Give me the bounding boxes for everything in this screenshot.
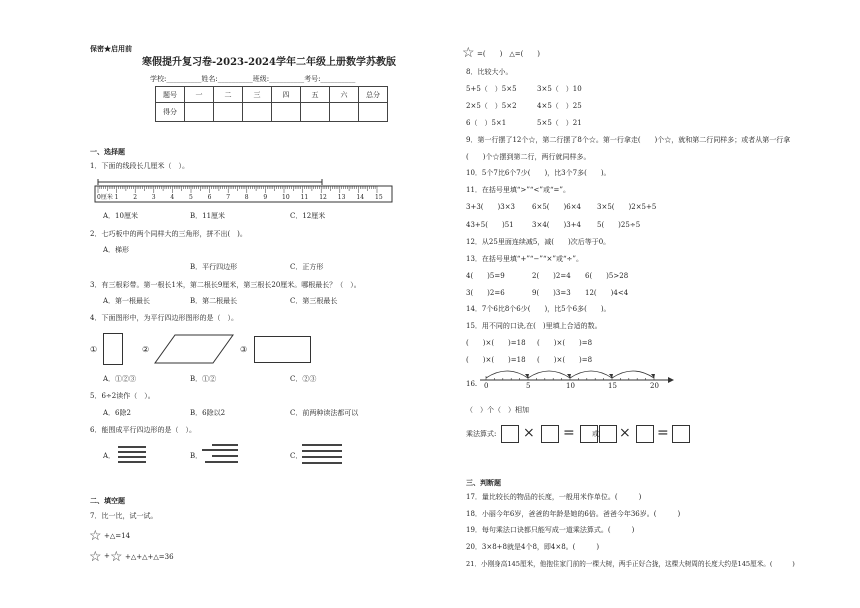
question-7: 7．比一比，试一试。 [90,512,158,520]
star-icon: ☆ [89,549,102,565]
q15-item: ( )×( )=18 [466,356,526,364]
q11-item: 3×5( )2×5+5 [597,203,657,211]
score-header: 二 [214,87,243,103]
q3-option-c[interactable]: C．第三根最长 [290,297,338,305]
q15-item: ( )×( )=8 [537,356,593,364]
number-line-label: 5 [526,382,531,390]
ruler-tick-label: 2 [133,194,138,201]
q15-item: ( )×( )=18 [466,339,526,347]
number-line-label: 10 [566,382,575,390]
ruler-tick-label: 1 [114,194,119,201]
q4-option-b[interactable]: B．①② [190,375,217,383]
q8-item: 4×5（ ）25 [537,102,582,110]
q5-option-c[interactable]: C．前两种读法都可以 [290,409,359,417]
ruler-tick-label: 8 [244,194,249,201]
star-icon: ☆ [462,45,475,61]
q13-item: 3( )2=6 [466,289,505,297]
secret-label: 保密★启用前 [90,44,132,53]
question-19: 19．每句乘法口诀都只能写成一道乘法算式。( ) [466,526,635,534]
q11-item: 3×4( )3+4 [532,221,582,229]
score-header: 六 [330,87,359,103]
question-13: 13．在括号里填“+”“−”“×”或“÷”。 [466,255,583,263]
ruler-tick-label: 11 [300,194,309,201]
multiply-sign: × [619,425,631,441]
question-9b: ( )个☆摆到第二行，两行就同样多。 [466,153,591,161]
q5-option-b[interactable]: B．6除以2 [190,409,226,417]
page-title: 寒假提升复习卷-2023-2024学年二年级上册数学苏教版 [142,57,396,68]
score-table-score-row [156,103,388,122]
q11-item: 3+3( )3×3 [466,203,516,211]
ruler-tick-label: 13 [337,194,346,201]
multiply-sign: × [523,425,535,441]
q13-item: 6( )5>28 [585,272,629,280]
q16-formula-label: 乘法算式: [466,430,497,438]
question-9a: 9．第一行摆了12个☆，第二行摆了8个☆。第一行拿走( )个☆，就和第二行同样多；或者从第一行拿 [466,136,791,144]
q8-item: 3×5（ ）10 [537,85,582,93]
ruler-tick-label: 9 [263,194,268,201]
shape-label-1: ① [90,345,98,354]
q11-item: 6×5( )6×4 [532,203,582,211]
jump-arc [528,371,570,378]
question-11: 11．在括号里填“>”“<”或“=”。 [466,186,570,194]
question-12: 12．从25里面连续减5，减( )次后等于0。 [466,238,611,246]
rectangle-shape [103,333,123,365]
question-1: 1．下面的线段长几厘米（ ）。 [90,162,189,170]
score-cell[interactable] [185,103,214,122]
parallelogram-shape [155,335,235,365]
q7-equation-1: +△=14 [104,532,131,540]
student-info-line: 学校:__________姓名:__________班级:__________考号:__________ [150,75,356,83]
question-6: 6．能围成平行四边形的是（ ）。 [90,426,196,434]
ruler-tick-label: 7 [226,194,231,201]
section-choice-title: 一、选择题 [90,147,125,156]
question-4: 4．下面图形中，为平行四边形图形的是（ ）。 [90,314,238,322]
number-line-label: 0 [484,382,489,390]
q2-option-c[interactable]: C．正方形 [290,263,324,271]
score-table [155,86,388,122]
q13-item: 4( )5=9 [466,272,505,280]
equals-sign: = [563,425,575,441]
q8-item: 5×5（ ）21 [537,119,582,127]
question-2: 2．七巧板中的两个同样大的三角形，拼不出( )。 [90,230,247,238]
q6-option-a[interactable]: A． [103,452,116,460]
answer-box[interactable] [672,425,690,443]
question-5: 5．6÷2读作（ ）。 [90,392,155,400]
ruler-tick-label: 0厘米 [97,194,113,201]
q1-option-c[interactable]: C．12厘米 [290,212,326,220]
shape-label-3: ③ [240,345,248,354]
q4-option-a[interactable]: A．①②③ [103,375,137,383]
ruler-tick-label: 10 [282,194,290,201]
jump-arc [486,371,528,378]
q13-item: 2( )2=4 [532,272,571,280]
jump-arc [612,371,654,378]
question-17: 17．量比较长的物品的长度，一般用米作单位。( ) [466,493,642,501]
shape-label-2: ② [142,345,150,354]
wide-rectangle-shape [254,336,311,363]
score-header: 题号 [156,87,185,103]
q13-item: 9( )3=3 [532,289,571,297]
or-text: 或 [592,430,599,438]
score-table-header-row [156,87,388,103]
q8-item: 2×5（ ）5×2 [466,102,517,110]
answer-box[interactable] [541,425,559,443]
question-10: 10．5个7比6个7少( )，比3个7多( )。 [466,169,611,177]
ruler-tick-label: 6 [207,194,212,201]
q13-item: 12( )4<4 [585,289,629,297]
question-16: 16. [466,380,478,388]
q6-option-c[interactable]: C． [290,452,303,460]
question-8: 8．比较大小。 [466,68,513,76]
score-cell[interactable] [272,103,301,122]
q4-option-c[interactable]: C．②③ [290,375,317,383]
q2-option-a[interactable]: A．梯形 [103,246,130,254]
question-15: 15．用不同的口诀,在( )里填上合适的数。 [466,322,602,330]
question-18: 18．小丽今年6岁，爸爸的年龄是她的6倍。爸爸今年36岁。( ) [466,510,681,518]
number-line-svg [478,364,678,394]
answer-box[interactable] [636,425,654,443]
q8-item: 6（ ）5×1 [466,119,507,127]
q3-option-b[interactable]: B．第二根最长 [190,297,238,305]
score-cell[interactable] [359,103,388,122]
q11-item: 5( )25÷5 [597,221,641,229]
q7-equation-2: +△+△+△=36 [125,553,174,561]
score-header: 四 [272,87,301,103]
ruler-tick-label: 15 [375,194,383,201]
q1-option-b[interactable]: B．11厘米 [190,212,226,220]
number-line-figure [478,364,678,394]
q1-option-a[interactable]: A．10厘米 [103,212,138,220]
q6-option-b[interactable]: B． [190,452,203,460]
q16-blank-text: （ ）个（ ）相加 [466,406,529,414]
score-header: 总分 [359,87,388,103]
score-cell[interactable] [214,103,243,122]
q5-option-a[interactable]: A．6除2 [103,409,131,417]
ruler-tick-label: 14 [356,194,365,201]
number-line-label: 20 [650,382,659,390]
jump-arc [570,371,612,378]
question-14: 14．7个6比8个6少( )，比5个6多( )。 [466,305,611,313]
section-fill-title: 二、填空题 [90,496,125,505]
ruler-tick-label: 12 [319,194,327,201]
ruler-tick-label: 3 [151,194,156,201]
ruler-figure [95,178,395,203]
ruler-tick-label: 4 [170,194,175,201]
answer-box[interactable] [599,425,617,443]
score-cell[interactable] [301,103,330,122]
question-21: 21．小刚身高145厘米，他抱住家门前的一棵大树，两手正好合拢，这棵大树周的长度大约是145厘米。( ) [466,560,795,568]
q15-item: ( )×( )=8 [537,339,593,347]
star-icon: ☆ [89,528,102,544]
answer-box[interactable] [501,425,519,443]
q2-option-b[interactable]: B．平行四边形 [190,263,238,271]
score-cell[interactable] [243,103,272,122]
equals-sign: = [657,425,669,441]
question-3: 3．有三根彩带。第一根长1米，第二根长9厘米，第三根长20厘米。哪根最长？（ ）。 [90,281,361,289]
star-icon: ☆ [110,549,123,565]
number-line-label: 15 [608,382,617,390]
score-header: 五 [301,87,330,103]
score-header: 一 [185,87,214,103]
q7-answer-line: =( ) △=( ) [477,50,541,58]
score-cell[interactable] [330,103,359,122]
q11-item: 43+5( )51 [466,221,514,229]
ruler-tick-label: 5 [189,194,193,201]
score-header: 三 [243,87,272,103]
section-judge-title: 三、判断题 [466,478,501,487]
q3-option-a[interactable]: A．第一根最长 [103,297,151,305]
question-20: 20．3×8+8就是4个8，即4×8。( ) [466,543,600,551]
score-row-label: 得分 [156,103,185,122]
q8-item: 5+5（ ）5×5 [466,85,517,93]
